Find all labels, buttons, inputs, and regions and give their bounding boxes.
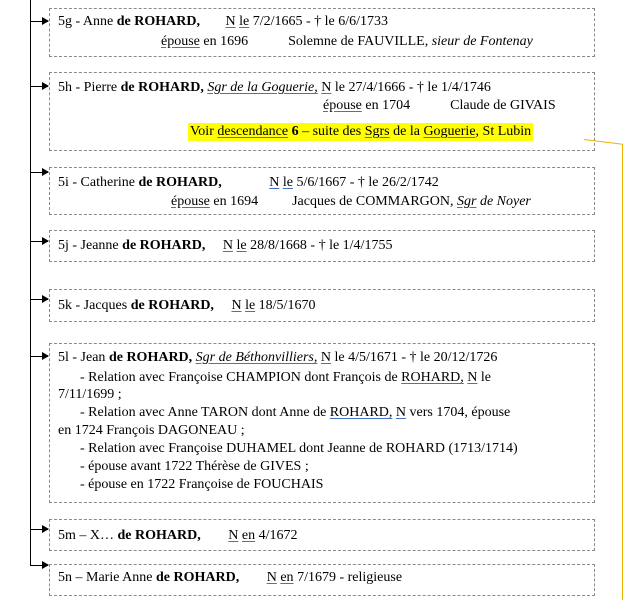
relation-text: - Relation avec Anne TARON dont Anne de (80, 405, 330, 420)
family-tree-trunk (30, 0, 31, 566)
branch-arrow-5k (30, 299, 48, 300)
birth-date: 7/2/1665 (249, 14, 303, 29)
surname: de ROHARD, (120, 80, 204, 95)
relation-1-cont: 7/11/1699 ; (58, 387, 122, 402)
birth-le: le (245, 298, 256, 313)
entry-card-5n (49, 564, 595, 596)
spouse-title: de Noyer (476, 194, 531, 209)
birth-marker: N (225, 14, 236, 29)
branch-arrow-5g (30, 21, 48, 22)
relation-2-cont: en 1724 François DAGONEAU ; (58, 423, 245, 438)
entry-5g-spouse (161, 34, 533, 50)
entry-5h-spouse (323, 98, 556, 114)
spouse-label: épouse (323, 98, 362, 113)
descendance-link[interactable] (188, 123, 533, 141)
desc-number: 6 (291, 124, 299, 139)
birth-le: le (239, 14, 250, 29)
desc-text: Goguerie (423, 124, 476, 139)
surname: de ROHARD, (122, 238, 206, 253)
entry-number: 5k - Jacques (58, 298, 131, 313)
entry-number: 5i - Catherine (58, 175, 139, 190)
birth-marker: N (222, 238, 234, 253)
entry-5i-line1 (58, 175, 439, 191)
entry-5n-line1 (58, 570, 402, 586)
spouse-year: en 1696 (199, 34, 249, 49)
birth-marker: N (321, 80, 332, 95)
entry-number: 5n – Marie Anne (58, 570, 156, 585)
desc-text: Voir (190, 124, 218, 139)
birth-marker: N (228, 528, 239, 543)
marriage-1: - épouse avant 1722 Thérèse de GIVES ; (80, 459, 309, 474)
branch-arrow-5j (30, 241, 48, 242)
entry-card-5j (49, 230, 595, 262)
spouse-name: Solemne de FAUVILLE, (288, 34, 432, 49)
relation-text: vers 1704, épouse (406, 405, 511, 420)
entry-card-5h (49, 72, 595, 151)
branch-arrow-5h (30, 86, 48, 87)
birth-marker: N (231, 298, 242, 313)
entry-5i-spouse (171, 194, 531, 210)
birth-en: en (241, 528, 256, 543)
dates: 4/1672 (255, 528, 298, 543)
branch-arrow-5n (30, 565, 48, 566)
relation-text: ROHARD, (401, 370, 464, 385)
birth-marker: N (266, 570, 277, 585)
spouse-title: sieur de Fontenay (431, 34, 533, 49)
desc-text: – suite des (298, 124, 365, 139)
relation-text: ROHARD, (329, 405, 393, 420)
relation-3: - Relation avec Françoise DUHAMEL dont Jeanne de ROHARD (1713/1714) (80, 441, 518, 456)
birth-marker: N (467, 370, 478, 385)
birth-en: en (280, 570, 294, 585)
spouse-title: Sgr (457, 194, 477, 209)
entry-5j-line1 (58, 238, 392, 254)
surname: de ROHARD, (138, 175, 222, 190)
dates: 7/1679 - religieuse (293, 570, 403, 585)
relation-text: - Relation avec Françoise CHAMPION dont François de (80, 370, 402, 385)
death-date: - † le 6/6/1733 (302, 14, 389, 29)
spouse-year: en 1694 (209, 194, 259, 209)
surname: de ROHARD, (116, 14, 200, 29)
entry-card-5i (49, 167, 595, 215)
desc-text: de la (389, 124, 424, 139)
spouse-label: épouse (171, 194, 210, 209)
branch-arrow-5i (30, 172, 48, 173)
connector-line (622, 144, 623, 600)
dates: le 4/5/1671 - † le 20/12/1726 (331, 350, 498, 365)
dates: 18/5/1670 (255, 298, 316, 313)
dates: le 27/4/1666 - † le 1/4/1746 (331, 80, 491, 95)
entry-number: 5l - Jean (58, 350, 109, 365)
entry-card-5m (49, 519, 595, 551)
entry-5k-line1 (58, 298, 315, 314)
entry-number: 5h - Pierre (58, 80, 121, 95)
dates: 28/8/1668 - † le 1/4/1755 (246, 238, 393, 253)
spouse-name: Claude de GIVAIS (450, 98, 556, 113)
birth-le: le (282, 175, 293, 190)
death-date: - † le 26/2/1742 (346, 175, 439, 190)
entry-card-5k (49, 289, 595, 322)
relation-1 (80, 370, 491, 386)
surname: de ROHARD, (130, 298, 214, 313)
birth-le: le (236, 238, 247, 253)
title: Sgr de Béthonvilliers, (195, 350, 318, 365)
entry-number: 5m – X… (58, 528, 118, 543)
entry-5h-line1 (58, 80, 491, 96)
desc-text: Sgrs (364, 124, 390, 139)
branch-arrow-5m (30, 529, 48, 530)
title: Sgr de la Goguerie, (207, 80, 318, 95)
entry-5g-line1 (58, 14, 388, 30)
birth-marker: N (395, 405, 407, 420)
spouse-year: en 1704 (361, 98, 411, 113)
entry-card-5g (49, 8, 595, 57)
surname: de ROHARD, (155, 570, 240, 585)
entry-number: 5g - Anne (58, 14, 117, 29)
birth-date: 5/6/1667 (292, 175, 347, 190)
entry-5l-line1 (58, 350, 497, 366)
relation-text: le (477, 370, 492, 385)
spouse-label: épouse (161, 34, 200, 49)
entry-5m-line1 (58, 528, 297, 544)
desc-text: , St Lubin (475, 124, 532, 139)
spouse-name: Jacques de COMMARGON, (292, 194, 457, 209)
marriage-2: - épouse en 1722 Françoise de FOUCHAIS (80, 477, 324, 492)
entry-card-5l (49, 343, 595, 503)
surname: de ROHARD, (108, 350, 193, 365)
desc-text: descendance (217, 124, 289, 139)
entry-number: 5j - Jeanne (58, 238, 123, 253)
branch-arrow-5l (30, 356, 48, 357)
birth-marker: N (269, 175, 280, 190)
relation-2 (80, 405, 510, 421)
birth-marker: N (320, 350, 331, 365)
surname: de ROHARD, (117, 528, 201, 543)
